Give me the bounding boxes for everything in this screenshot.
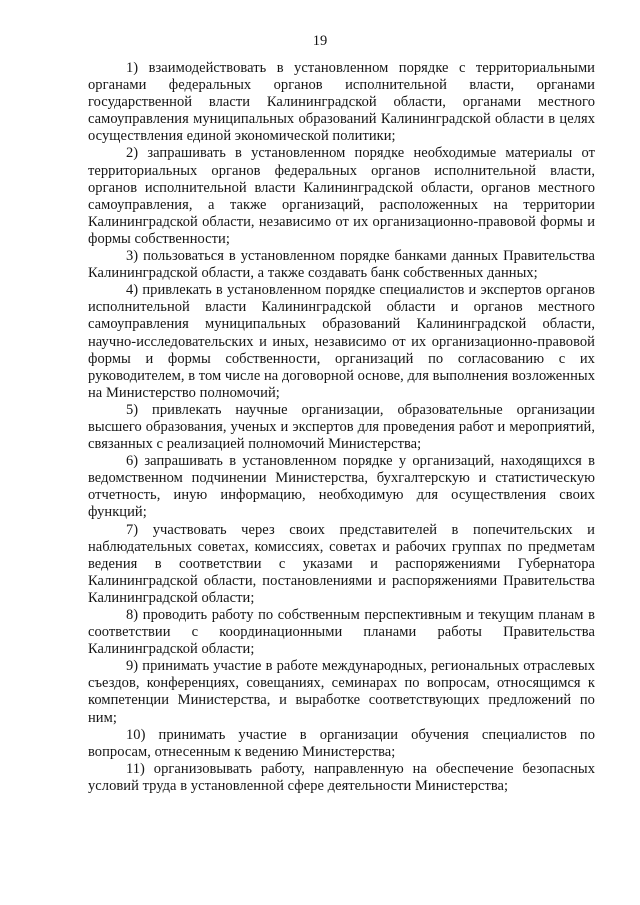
- document-body: [88, 60, 595, 795]
- list-item-1: 1) взаимодействовать в установленном порядке с территориальными органами федеральных органов исполнительной власти, органами государственной власти Калининградской области, органами местного самоуправления муниципальных образований Калининградской области в целях осуществления единой экономической политики;: [88, 60, 595, 145]
- list-item-2: 2) запрашивать в установленном порядке необходимые материалы от территориальных органов федеральных органов исполнительной власти, органов исполнительной власти Калининградской области, органов местного самоуправления, а также организаций, расположенных на территории Калининградской области, независимо от их организационно-правовой формы и формы собственности;: [88, 145, 595, 247]
- list-item-7: 7) участвовать через своих представителей в попечительских и наблюдательных советах, комиссиях, советах и рабочих группах по предметам ведения в соответствии с указами и распоряжениями Губернатора Калининградской области, постановлениями и распоряжениями Правительства Калининградской области;: [88, 521, 595, 606]
- list-item-10: 10) принимать участие в организации обучения специалистов по вопросам, отнесенным к ведению Министерства;: [88, 726, 595, 760]
- list-item-8: 8) проводить работу по собственным перспективным и текущим планам в соответствии с координационными планами работы Правительства Калининградской области;: [88, 607, 595, 658]
- list-item-3: 3) пользоваться в установленном порядке банками данных Правительства Калининградской области, а также создавать банк собственных данных;: [88, 248, 595, 282]
- list-item-6: 6) запрашивать в установленном порядке у организаций, находящихся в ведомственном подчинении Министерства, бухгалтерскую и статистическую отчетность, иную информацию, необходимую для осуществления своих функций;: [88, 453, 595, 521]
- list-item-5: 5) привлекать научные организации, образовательные организации высшего образования, ученых и экспертов для проведения работ и мероприятий, связанных с реализацией полномочий Министерства;: [88, 401, 595, 453]
- page-number: 19: [312, 33, 328, 49]
- list-item-9: 9) принимать участие в работе международных, региональных отраслевых съездов, конференциях, совещаниях, семинарах по вопросам, относящимся к компетенции Министерства, и выработке соответствующих предложений по ним;: [88, 658, 595, 726]
- list-item-11: 11) организовывать работу, направленную на обеспечение безопасных условий труда в установленной сфере деятельности Министерства;: [88, 760, 595, 794]
- list-item-4: 4) привлекать в установленном порядке специалистов и экспертов органов исполнительной власти Калининградской области и органов местного самоуправления муниципальных образований Калининградской области, научно-исследовательских и иных, независимо от их организационно-правовой формы и формы собственности, организаций по согласованию с их руководителем, в том числе на договорной основе, для выполнения возложенных на Министерство полномочий;: [88, 282, 595, 401]
